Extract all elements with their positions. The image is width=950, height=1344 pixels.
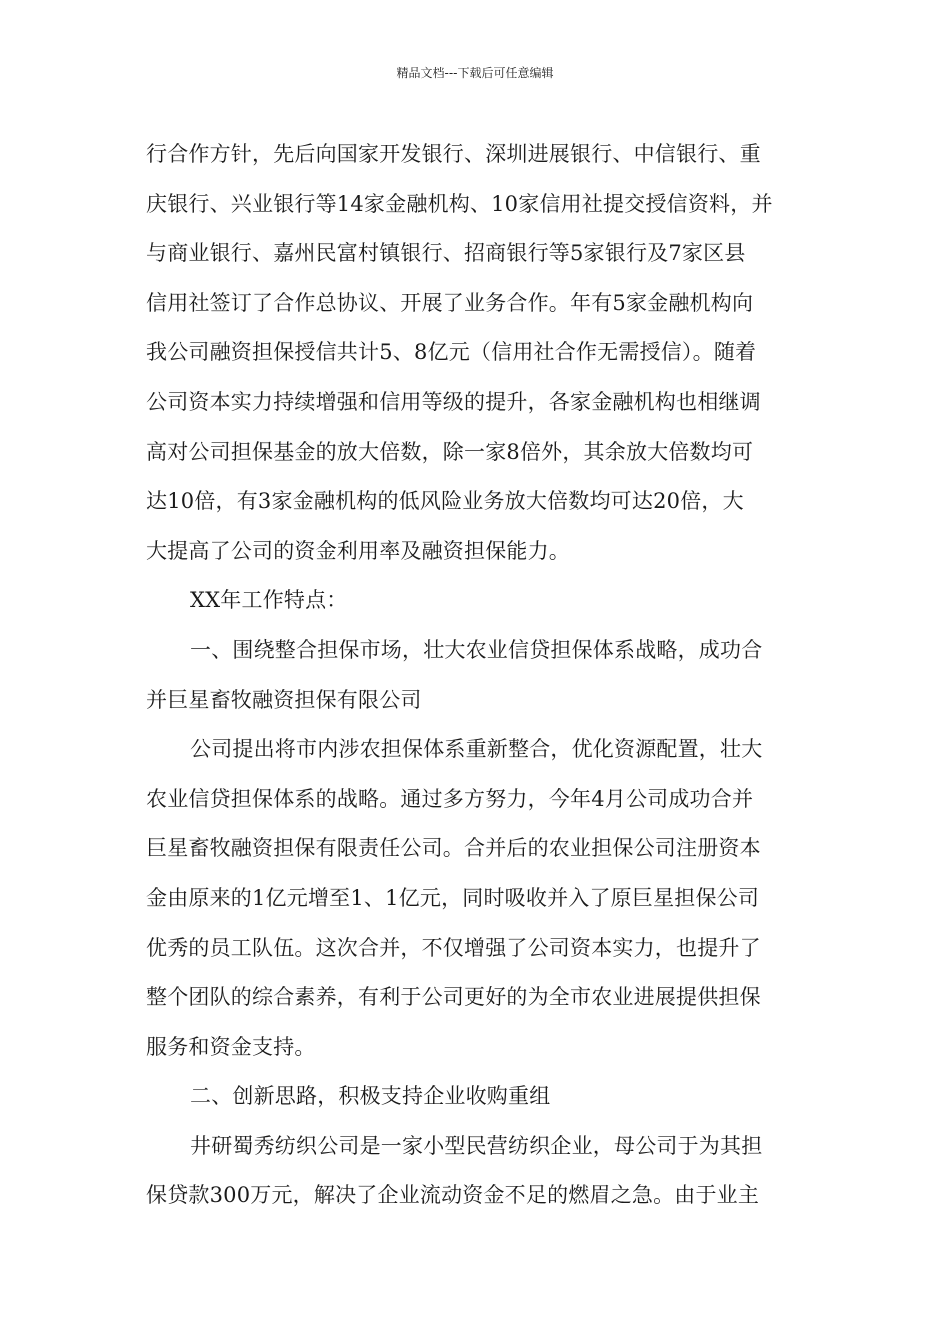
body-line: 井研蜀秀纺织公司是一家小型民营纺织企业，母公司于为其担 — [190, 1133, 763, 1158]
body-line: 农业信贷担保体系的战略。通过多方努力，今年4月公司成功合并 — [146, 786, 754, 811]
body-line: 我公司融资担保授信共计5、8亿元（信用社合作无需授信）。随着 — [146, 340, 757, 365]
body-line: 公司提出将市内涉农担保体系重新整合，优化资源配置，壮大 — [190, 737, 763, 762]
section-heading-line: 二、创新思路，积极支持企业收购重组 — [190, 1084, 551, 1109]
body-line: 庆银行、兴业银行等14家金融机构、10家信用社提交授信资料，并 — [146, 191, 773, 216]
section-heading-line: 一、围绕整合担保市场，壮大农业信贷担保体系战略，成功合 — [190, 637, 763, 662]
body-line: 公司资本实力持续增强和信用等级的提升，各家金融机构也相继调 — [146, 389, 761, 414]
body-line: 大提高了公司的资金利用率及融资担保能力。 — [146, 538, 570, 563]
body-line: 保贷款300万元，解决了企业流动资金不足的燃眉之急。由于业主 — [146, 1183, 760, 1208]
body-line: 高对公司担保基金的放大倍数，除一家8倍外，其余放大倍数均可 — [146, 439, 754, 464]
document-body — [146, 130, 811, 1221]
body-line: 达10倍，有3家金融机构的低风险业务放大倍数均可达20倍，大 — [146, 489, 744, 514]
body-line: 整个团队的综合素养，有利于公司更好的为全市农业进展提供担保 — [146, 985, 761, 1010]
body-line: 行合作方针，先后向国家开发银行、深圳进展银行、中信银行、重 — [146, 142, 761, 166]
body-line: 金由原来的1亿元增至1、1亿元，同时吸收并入了原巨星担保公司 — [146, 885, 760, 910]
page-header: 精品文档---下载后可任意编辑 — [396, 66, 554, 80]
body-line: 与商业银行、嘉州民富村镇银行、招商银行等5家银行及7家区县 — [146, 241, 746, 266]
section-heading-line: 并巨星畜牧融资担保有限公司 — [146, 687, 422, 712]
body-line: 巨星畜牧融资担保有限责任公司。合并后的农业担保公司注册资本 — [146, 836, 761, 861]
body-line: 信用社签订了合作总协议、开展了业务合作。年有5家金融机构向 — [146, 290, 754, 315]
body-line: 优秀的员工队伍。这次合并，不仅增强了公司资本实力，也提升了 — [146, 935, 761, 960]
section-intro-line: XX年工作特点： — [190, 588, 348, 613]
body-line: 服务和资金支持。 — [146, 1034, 316, 1059]
